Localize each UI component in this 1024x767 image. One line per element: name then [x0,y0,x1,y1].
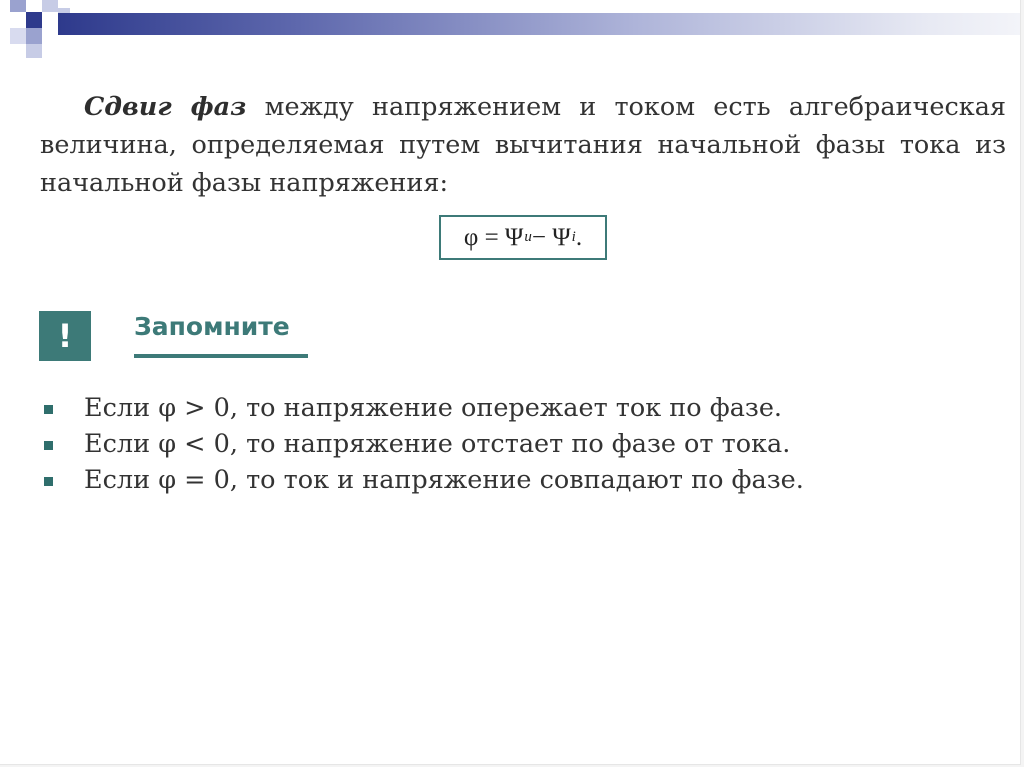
definition-paragraph [40,88,1006,202]
list-item [40,390,804,426]
square-bullet-icon [44,441,53,450]
remember-heading: Запомните [134,312,290,341]
list-item-text: Если φ = 0, то ток и напряжение совпадают по фазе. [84,465,804,495]
square-bullet-icon [44,405,53,414]
square-bullet-icon [44,477,53,486]
formula-end: . [575,223,583,251]
remember-underline [134,354,308,358]
definition-term: Сдвиг фаз [84,92,247,122]
list-item [40,426,804,462]
decorative-square [10,0,26,12]
decorative-square [26,44,42,58]
list-item-text: Если φ > 0, то напряжение опережает ток по фазе. [84,393,783,423]
exclamation-icon: ! [39,311,91,361]
decorative-square [10,28,26,44]
list-item [40,462,804,498]
header-gradient-bar [58,13,1020,35]
formula-sub-i: i [571,229,576,245]
definition-body: между напряжением и током есть алгебраическая величина, определяемая путем вычитания начальной фазы тока из начальной фазы напряжения: [40,92,1007,198]
decorative-square [42,12,58,28]
rules-list [40,390,804,498]
list-item-text: Если φ < 0, то напряжение отстает по фазе от тока. [84,429,791,459]
decorative-square [26,12,42,28]
formula-mid: − Ψ [531,223,571,251]
phase-shift-formula [439,215,607,260]
decorative-square [42,0,58,12]
formula-sub-u: u [524,229,532,245]
formula-lhs: φ = Ψ [463,223,524,251]
decorative-square [26,28,42,44]
